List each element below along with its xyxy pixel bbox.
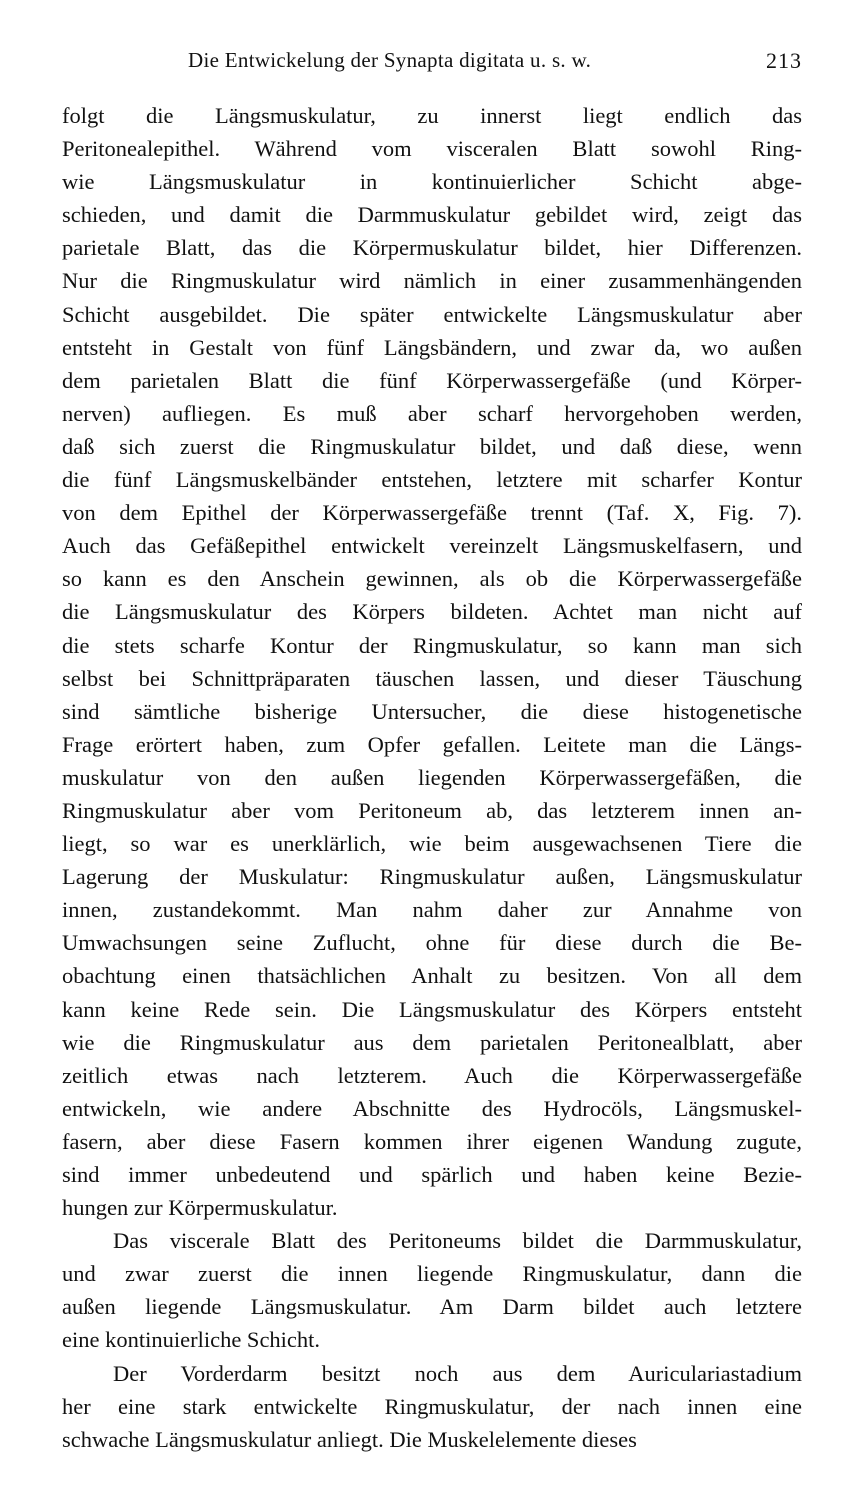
text-line: parietale Blatt, das die Körpermuskulatur bildet, hier Differenzen. [62,235,802,261]
text-line: die fünf Längsmuskelbänder entstehen, letztere mit scharfer Kontur [62,467,802,493]
text-line: Das viscerale Blatt des Peritoneums bildet die Darmmuskulatur, [113,1228,802,1254]
text-line: entsteht in Gestalt von fünf Längsbändern, und zwar da, wo außen [62,334,802,360]
page-number: 213 [766,48,802,73]
text-line: so kann es den Anschein gewinnen, als ob die Körperwassergefäße [62,566,802,592]
body-text [62,99,802,1456]
text-line: die stets scharfe Kontur der Ringmuskulatur, so kann man sich [62,632,802,658]
text-line: nerven) aufliegen. Es muß aber scharf hervorgehoben werden, [62,400,802,426]
text-line: Schicht ausgebildet. Die später entwickelte Längsmuskulatur aber [62,301,802,327]
text-line: sind immer unbedeutend und spärlich und haben keine Bezie- [62,1162,802,1187]
text-line: hungen zur Körpermuskulatur. [62,1195,338,1221]
text-line: außen liegende Längsmuskulatur. Am Darm bildet auch letztere [62,1294,802,1320]
text-line: daß sich zuerst die Ringmuskulatur bildet, und daß diese, wenn [62,433,802,459]
text-line: schwache Längsmuskulatur anliegt. Die Muskelelemente dieses [62,1426,637,1452]
text-line: Frage erörtert haben, zum Opfer gefallen. Leitete man die Längs- [62,731,802,757]
text-line: fasern, aber diese Fasern kommen ihrer eigenen Wandung zugute, [62,1128,802,1154]
text-line: eine kontinuierliche Schicht. [62,1327,321,1353]
text-line: von dem Epithel der Körperwassergefäße trennt (Taf. X, Fig. 7). [62,500,802,526]
text-line: zeitlich etwas nach letzterem. Auch die Körperwassergefäße [62,1062,802,1088]
text-line: her eine stark entwickelte Ringmuskulatur, der nach innen eine [62,1393,802,1419]
text-line: Lagerung der Muskulatur: Ringmuskulatur außen, Längsmuskulatur [62,864,802,890]
text-line: Umwachsungen seine Zuflucht, ohne für diese durch die Be- [62,930,802,956]
text-line: die Längsmuskulatur des Körpers bildeten. Achtet man nicht auf [62,599,802,625]
text-line: Peritonealepithel. Während vom visceralen Blatt sowohl Ring- [62,136,802,162]
text-line: Der Vorderdarm besitzt noch aus dem Auriculariastadium [113,1360,802,1386]
text-line: kann keine Rede sein. Die Längsmuskulatur des Körpers entsteht [62,996,802,1022]
text-line: folgt die Längsmuskulatur, zu innerst liegt endlich das [62,103,802,128]
text-line: Nur die Ringmuskulatur wird nämlich in einer zusammenhängenden [62,268,802,294]
text-line: selbst bei Schnittpräparaten täuschen lassen, und dieser Täuschung [62,665,802,691]
text-line: obachtung einen thatsächlichen Anhalt zu besitzen. Von all dem [62,963,802,989]
text-line: entwickeln, wie andere Abschnitte des Hydrocöls, Längsmuskel- [62,1095,802,1121]
text-line: Auch das Gefäßepithel entwickelt vereinzelt Längsmuskelfasern, und [62,533,802,559]
page-header [62,48,802,88]
text-line: wie Längsmuskulatur in kontinuierlicher Schicht abge- [62,169,802,195]
text-line: schieden, und damit die Darmmuskulatur gebildet wird, zeigt das [62,202,802,228]
text-line: wie die Ringmuskulatur aus dem parietalen Peritonealblatt, aber [62,1029,802,1055]
text-line: sind sämtliche bisherige Untersucher, die diese histogenetische [62,698,802,724]
text-line: Ringmuskulatur aber vom Peritoneum ab, das letzterem innen an- [62,797,802,823]
running-title: Die Entwickelung der Synapta digitata u. s. w. [188,48,592,72]
text-line: und zwar zuerst die innen liegende Ringmuskulatur, dann die [62,1261,802,1287]
text-line: liegt, so war es unerklärlich, wie beim ausgewachsenen Tiere die [62,831,802,857]
text-line: innen, zustandekommt. Man nahm daher zur Annahme von [62,897,802,923]
text-line: muskulatur von den außen liegenden Körperwassergefäßen, die [62,764,802,790]
text-line: dem parietalen Blatt die fünf Körperwassergefäße (und Körper- [62,367,802,393]
